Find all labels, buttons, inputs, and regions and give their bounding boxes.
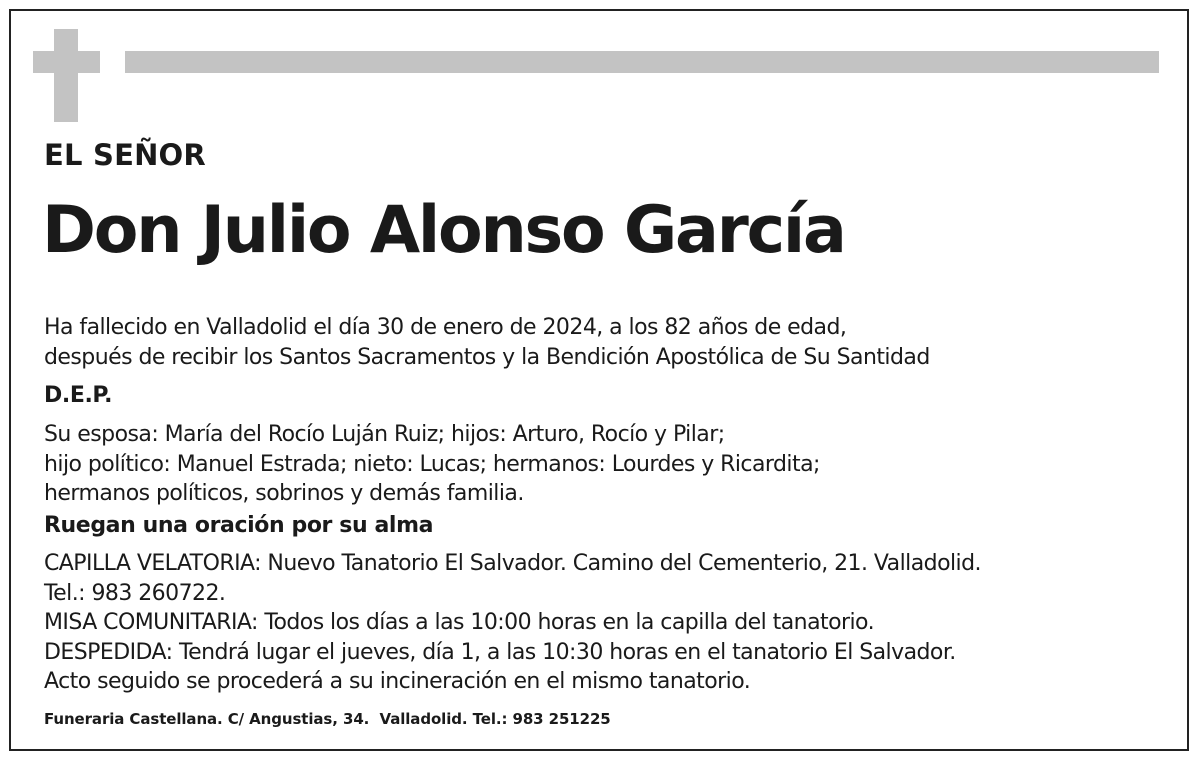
announcement-line: después de recibir los Santos Sacramentos y la Bendición Apostólica de Su Santidad (44, 344, 930, 370)
family-list (44, 420, 820, 509)
dep-label: D.E.P. (44, 383, 113, 408)
family-line: Su esposa: María del Rocío Luján Ruiz; hijos: Arturo, Rocío y Pilar; (44, 422, 725, 447)
honorific: EL SEÑOR (44, 138, 206, 172)
deceased-name: Don Julio Alonso García (42, 193, 845, 268)
funeral-home-footer: Funeraria Castellana. C/ Angustias, 34. Valladolid. Tel.: 983 251225 (44, 710, 611, 728)
cross-horizontal-bar (33, 51, 100, 73)
cross-vertical-bar (54, 29, 78, 122)
details-line: CAPILLA VELATORIA: Nuevo Tanatorio El Salvador. Camino del Cementerio, 21. Valladolid. (44, 551, 981, 576)
header-rule (125, 51, 1159, 73)
service-details (44, 549, 981, 697)
prayer-request: Ruegan una oración por su alma (44, 513, 434, 538)
family-line: hermanos políticos, sobrinos y demás familia. (44, 481, 524, 506)
details-line: DESPEDIDA: Tendrá lugar el jueves, día 1, a las 10:30 horas en el tanatorio El Salvador. (44, 639, 956, 665)
announcement-line: Ha fallecido en Valladolid el día 30 de enero de 2024, a los 82 años de edad, (44, 315, 847, 340)
details-line: Acto seguido se procederá a su incineración en el mismo tanatorio. (44, 669, 751, 694)
details-line: Tel.: 983 260722. (44, 580, 226, 606)
details-line: MISA COMUNITARIA: Todos los días a las 10:00 horas en la capilla del tanatorio. (44, 610, 875, 635)
announcement (44, 313, 930, 372)
family-line: hijo político: Manuel Estrada; nieto: Lucas; hermanos: Lourdes y Ricardita; (44, 451, 820, 477)
